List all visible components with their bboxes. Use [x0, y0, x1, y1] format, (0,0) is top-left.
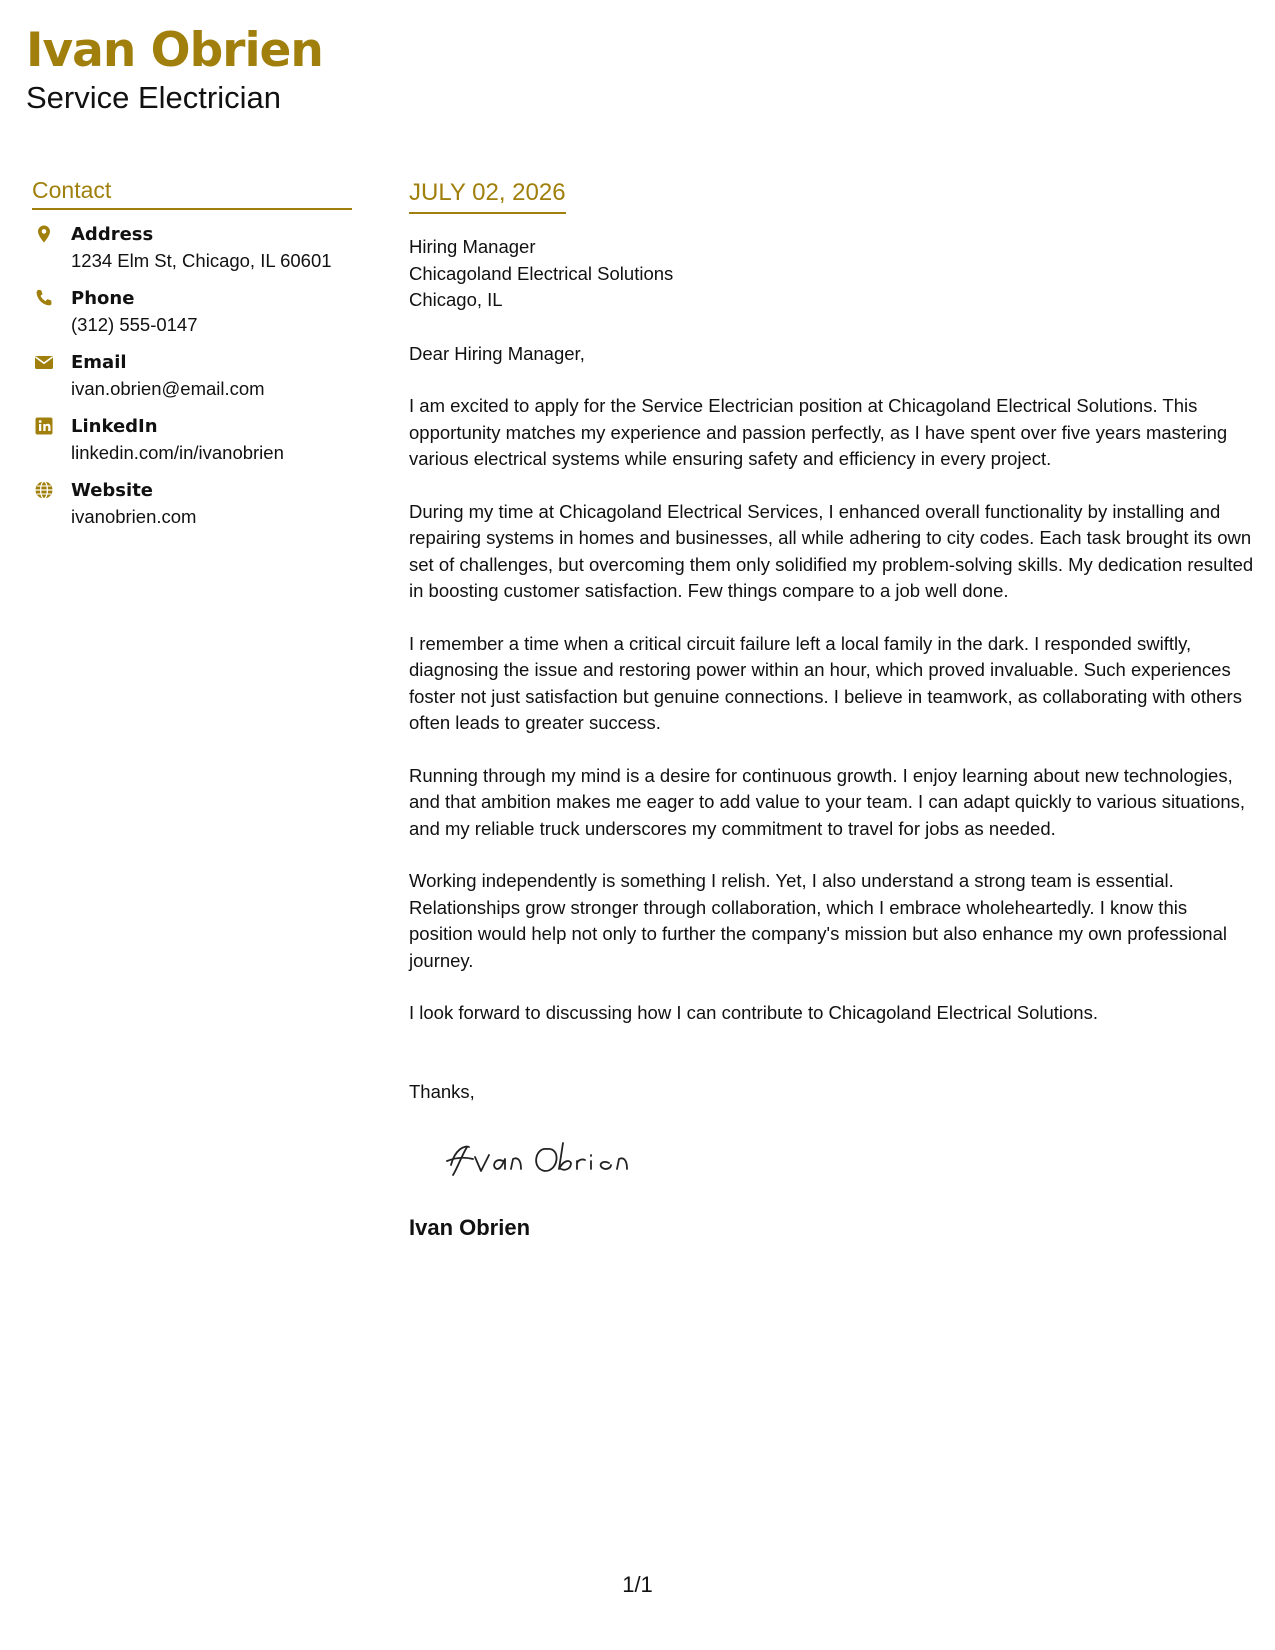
body-paragraph: Running through my mind is a desire for continuous growth. I enjoy learning about new technologies, and that ambition makes me eager to add value to your team. I can adapt quickly to various situations, and my reliable truck underscores my commitment to travel for jobs as needed.	[409, 764, 1246, 839]
phone-value: (312) 555-0147	[71, 314, 198, 335]
body-paragraph: I remember a time when a critical circuit failure left a local family in the dark. I responded swiftly, diagnosing the issue and restoring power within an hour, which proved invaluable. Such experiences foster not just satisfaction but genuine connections. I believe in teamwork, as collaborating with others often leads to greater success.	[409, 632, 1242, 733]
contact-item-email	[32, 350, 352, 402]
recipient-location: Chicago, IL	[409, 289, 503, 310]
signer-name: Ivan Obrien	[409, 1214, 531, 1240]
body-paragraph: I look forward to discussing how I can contribute to Chicagoland Electrical Solutions.	[409, 1002, 1098, 1023]
letter-body	[409, 178, 1254, 1242]
recipient-company: Chicagoland Electrical Solutions	[409, 262, 674, 284]
globe-icon	[34, 480, 54, 500]
applicant-name: Ivan Obrien	[26, 23, 323, 78]
applicant-role: Service Electrician	[26, 80, 281, 115]
salutation: Dear Hiring Manager,	[409, 342, 585, 364]
contact-list	[32, 222, 352, 530]
contact-label: LinkedIn	[71, 416, 158, 437]
envelope-icon	[34, 352, 54, 372]
recipient-title: Hiring Manager	[409, 236, 536, 257]
closing-line: Thanks,	[409, 1080, 475, 1102]
letter-date: JULY 02, 2026	[409, 179, 566, 206]
body-paragraph: During my time at Chicagoland Electrical Services, I enhanced overall functionality by installing and repairing systems in homes and businesses, all while adhering to city codes. Each task brought its own set of challenges, but overcoming them only solidified my problem-solving skills. My dedication resulted in boosting customer satisfaction. Few things compare to a job well done.	[409, 500, 1254, 601]
contact-item-phone	[32, 286, 352, 338]
contact-label: Address	[71, 224, 154, 245]
contact-label: Email	[71, 352, 127, 373]
contact-label: Website	[71, 480, 154, 501]
contact-item-linkedin	[32, 414, 352, 466]
page-number: 1/1	[622, 1572, 653, 1597]
contact-label: Phone	[71, 288, 135, 309]
email-value: ivan.obrien@email.com	[71, 378, 265, 399]
body-paragraph: Working independently is something I relish. Yet, I also understand a strong team is essential. Relationships grow stronger through collaboration, which I embrace wholeheartedly. I know this position would help not only to further the company's mission but also enhance my own professional journey.	[409, 870, 1227, 971]
phone-icon	[34, 288, 54, 308]
contact-item-website	[32, 478, 352, 530]
contact-sidebar	[32, 176, 352, 542]
linkedin-value: linkedin.com/in/ivanobrien	[71, 442, 284, 463]
map-pin-icon	[34, 224, 54, 244]
recipient-block	[409, 234, 1254, 314]
letter-header	[26, 22, 323, 116]
letter-text	[409, 341, 1254, 1027]
body-paragraph: I am excited to apply for the Service Electrician position at Chicagoland Electrical Solutions. This opportunity matches my experience and passion perfectly, as I have spent over five years mastering various electrical systems while ensuring safety and efficiency in every project.	[409, 395, 1228, 469]
address-value: 1234 Elm St, Chicago, IL 60601	[71, 250, 332, 271]
contact-item-address	[32, 222, 352, 274]
letter-date-block	[409, 178, 566, 214]
website-value: ivanobrien.com	[71, 506, 197, 527]
linkedin-icon	[34, 416, 54, 436]
handwritten-signature	[443, 1131, 683, 1185]
contact-section-title: Contact	[32, 176, 352, 210]
